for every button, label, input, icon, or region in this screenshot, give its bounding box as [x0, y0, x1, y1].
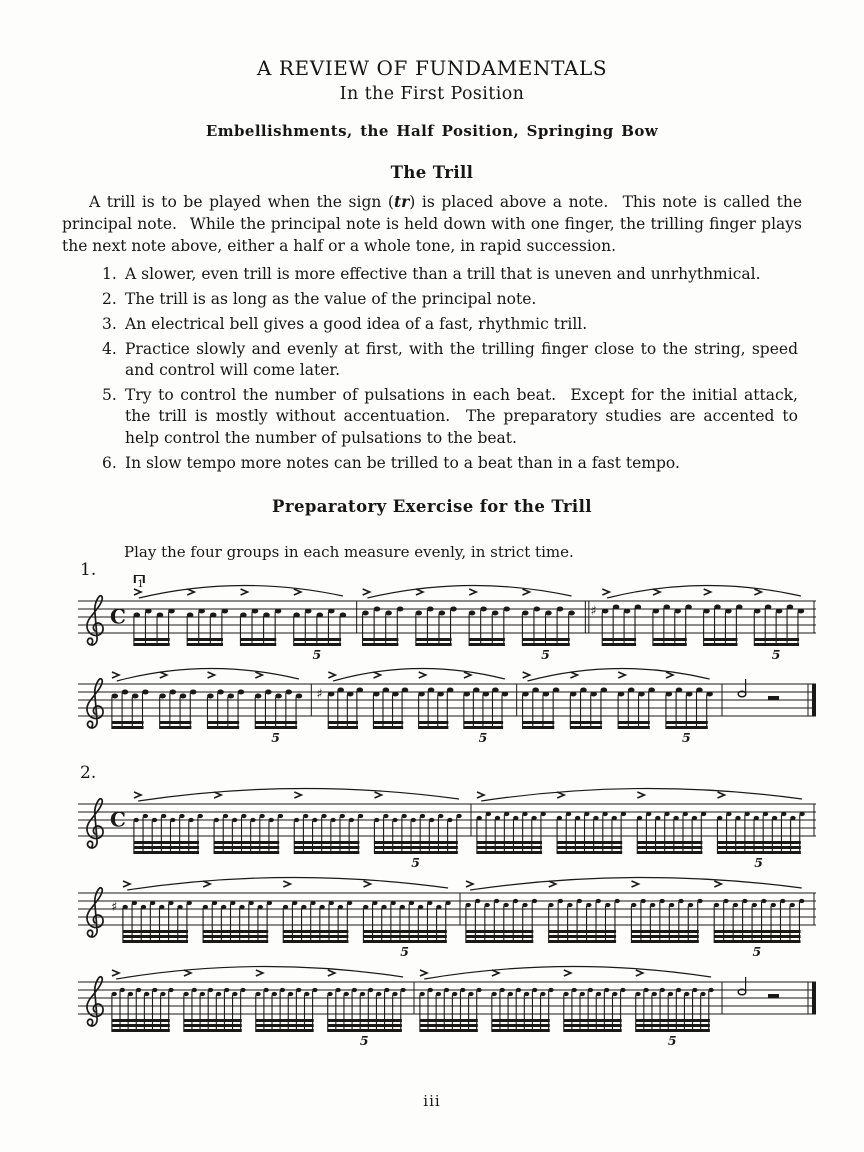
exercise-heading: Preparatory Exercise for the Trill [272, 496, 592, 516]
list-item [102, 264, 802, 285]
list-item-text: Practice slowly and evenly at first, with the trilling finger close to the string, speed and control will come later. [125, 340, 798, 380]
exercise-2-notation [76, 762, 802, 1048]
trill-intro-paragraph [62, 191, 802, 257]
intro-text-after-sign: ) is placed above a note. This note is called the principal note. While the principal note is held down with one finger, the trilling finger plays the next note above, either a half or a whole tone, in rapid succession. [62, 193, 802, 255]
list-item-number: 1. [102, 265, 117, 283]
svg-text:5: 5 [681, 729, 691, 745]
exercise-1-notation [76, 559, 802, 750]
music-staff-system [76, 778, 818, 870]
svg-text:1: 1 [137, 577, 144, 590]
svg-text:5: 5 [312, 646, 322, 662]
list-item-number: 4. [102, 340, 117, 359]
svg-text:5: 5 [359, 1032, 369, 1048]
intro-text-before-sign: A trill is to be played when the sign ( [89, 193, 394, 211]
list-item-number: 2. [102, 290, 117, 309]
list-item-text: In slow tempo more notes can be trilled to a beat than in a fast tempo. [125, 453, 680, 472]
exercise-1-label: 1. [80, 559, 97, 580]
exercise-instruction: Play the four groups in each measure evenly, in strict time. [124, 542, 574, 561]
music-staff-system [76, 658, 818, 750]
page-subheading: Embellishments, the Half Position, Springing Bow [205, 122, 659, 140]
list-item [102, 314, 802, 335]
svg-text:♯: ♯ [590, 603, 597, 619]
list-item [102, 339, 802, 381]
svg-text:5: 5 [752, 943, 762, 959]
music-staff-system [76, 575, 818, 667]
svg-text:5: 5 [271, 729, 280, 745]
svg-text:5: 5 [400, 943, 409, 959]
svg-text:5: 5 [541, 646, 550, 662]
svg-text:5: 5 [771, 646, 781, 662]
list-item [102, 453, 802, 474]
page-title: A REVIEW OF FUNDAMENTALS [256, 56, 608, 80]
list-item-text: A slower, even trill is more effective than a trill that is uneven and unrhythmical. [125, 265, 761, 283]
music-staff-system [76, 867, 818, 959]
trill-heading: The Trill [390, 163, 474, 182]
svg-text:C: C [110, 604, 126, 629]
svg-text:♯: ♯ [111, 899, 118, 915]
list-item-text: An electrical bell gives a good idea of a fast, rhythmic trill. [125, 315, 588, 334]
list-item-number: 5. [102, 386, 117, 405]
svg-text:C: C [110, 807, 126, 832]
svg-text:♯: ♯ [316, 686, 323, 702]
music-staff-system [76, 956, 818, 1048]
trill-rules-list [102, 264, 802, 474]
svg-text:5: 5 [478, 729, 488, 745]
list-item [102, 385, 802, 448]
exercise-2-label: 2. [80, 762, 97, 783]
svg-text:5: 5 [411, 854, 420, 870]
list-item-text: The trill is as long as the value of the principal note. [125, 290, 537, 309]
svg-text:5: 5 [667, 1032, 677, 1048]
list-item-number: 3. [102, 315, 117, 334]
svg-text:5: 5 [754, 854, 763, 870]
list-item [102, 289, 802, 310]
list-item-text: Try to control the number of pulsations in each beat. Except for the initial attack, the trill is mostly without accentuation. The preparatory studies are accented to help control the number of pulsations to the beat. [125, 386, 798, 447]
page-number: iii [423, 1091, 441, 1110]
trill-sign: tr [393, 192, 410, 211]
page-subtitle: In the First Position [339, 84, 525, 104]
list-item-number: 6. [102, 453, 117, 472]
